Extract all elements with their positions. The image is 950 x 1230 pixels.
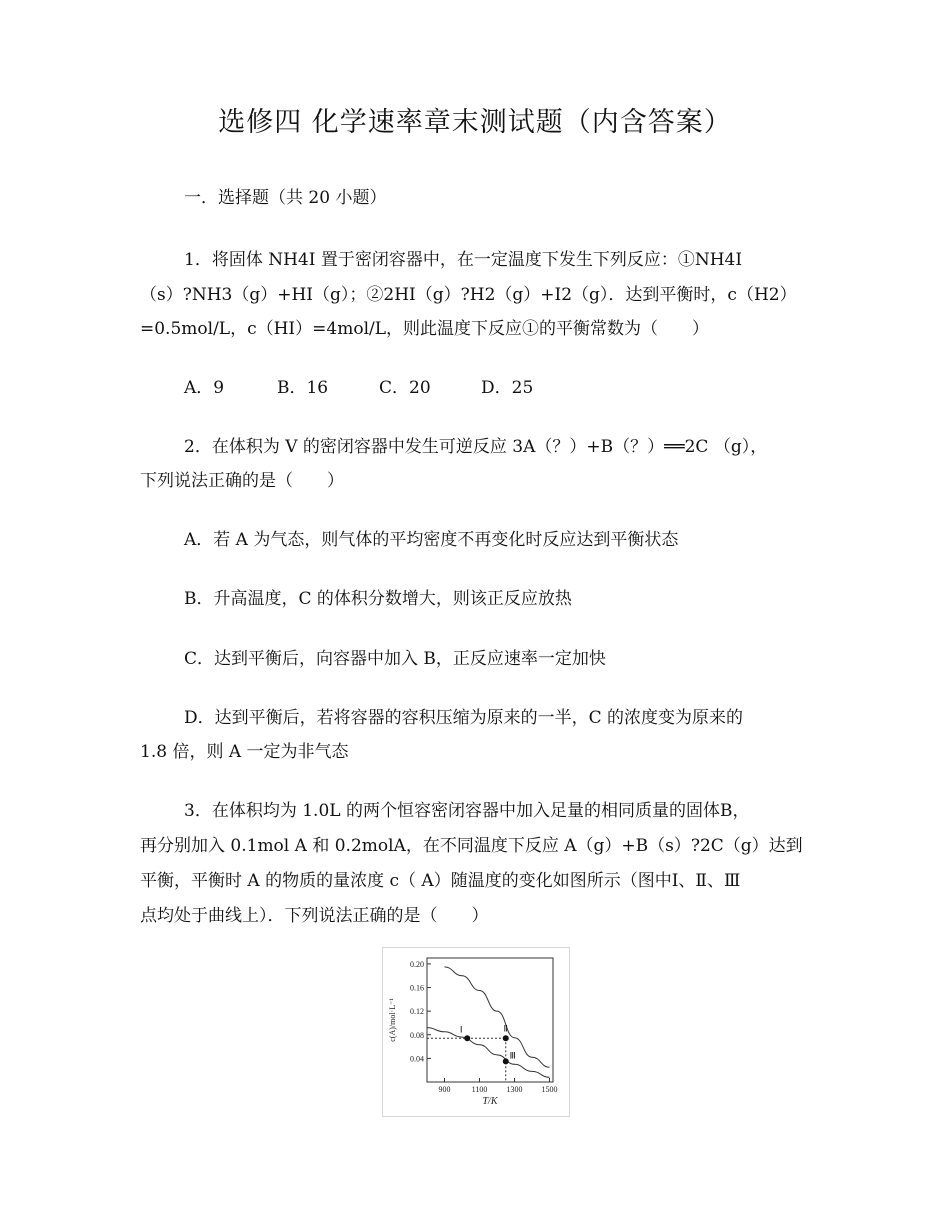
y-tick-label-1: 0.08 — [410, 1030, 424, 1040]
q1-option-a: A．9 — [184, 378, 225, 398]
document-title: 选修四 化学速率章末测试题（内含答案） — [218, 107, 732, 138]
q1-line-3: =0.5mol/L，c（HI）=4mol/L，则此温度下反应①的平衡常数为（ ） — [140, 319, 710, 339]
q2-option-d-line-2: 1.8 倍，则 A 一定为非气态 — [140, 742, 349, 762]
q2-option-a: A．若 A 为气态，则气体的平均密度不再变化时反应达到平衡状态 — [184, 530, 679, 550]
point-label-2: Ⅱ — [503, 1023, 508, 1034]
point-label-1: Ⅰ — [459, 1024, 463, 1035]
q1-option-c: C．20 — [379, 378, 431, 398]
q3-line-2: 再分别加入 0.1mol A 和 0.2molA，在不同温度下反应 A（g）+B（s）?2C（g）达到 — [140, 836, 803, 856]
q1-option-d: D．25 — [481, 378, 534, 398]
q2-option-b: B．升高温度，C 的体积分数增大，则该正反应放热 — [184, 589, 572, 609]
q1-option-b: B．16 — [277, 378, 329, 398]
q1-options — [184, 373, 533, 398]
q2-line-2: 下列说法正确的是（ ） — [140, 471, 344, 491]
x-axis-label: T/K — [482, 1096, 498, 1107]
q1-line-1: 1．将固体 NH4I 置于密闭容器中，在一定温度下发生下列反应：①NH4I — [184, 250, 743, 270]
y-tick-label-4: 0.20 — [410, 959, 424, 969]
q3-figure — [382, 947, 570, 1117]
series-line-2 — [427, 1028, 550, 1078]
x-tick-label-1: 1100 — [471, 1085, 488, 1094]
y-tick-label-3: 0.16 — [410, 983, 424, 993]
x-tick-label-2: 1300 — [506, 1085, 523, 1094]
q2-option-c: C．达到平衡后，向容器中加入 B，正反应速率一定加快 — [184, 649, 606, 669]
x-tick-label-0: 900 — [438, 1085, 451, 1094]
q1-line-2: （s）?NH3（g）+HI（g）；②2HI（g）?H2（g）+I2（g）．达到平衡时，c（H2） — [140, 285, 797, 305]
x-tick-label-3: 1500 — [541, 1085, 558, 1094]
point-2 — [503, 1035, 509, 1041]
section-heading: 一．选择题（共 20 小题） — [184, 188, 387, 208]
concentration-temperature-chart — [383, 948, 569, 1116]
series-line-1 — [445, 967, 550, 1067]
q2-option-d-line-1: D．达到平衡后，若将容器的容积压缩为原来的一半，C 的浓度变为原来的 — [184, 708, 744, 728]
q3-line-3: 平衡，平衡时 A 的物质的量浓度 c（ A）随温度的变化如图所示（图中Ⅰ、Ⅱ、Ⅲ — [140, 871, 741, 891]
y-axis-label: c(A)/mol·L⁻¹ — [388, 998, 397, 1042]
y-tick-label-2: 0.12 — [410, 1007, 424, 1017]
q3-line-1: 3．在体积均为 1.0L 的两个恒容密闭容器中加入足量的相同质量的固体B， — [184, 801, 750, 821]
y-tick-label-0: 0.04 — [410, 1054, 424, 1064]
q3-line-4: 点均处于曲线上）．下列说法正确的是（ ） — [140, 906, 489, 926]
plot-frame — [427, 958, 553, 1082]
point-1 — [464, 1035, 470, 1041]
q2-line-1: 2．在体积为 V 的密闭容器中发生可逆反应 3A（？）+B（？）══2C （g）， — [184, 437, 768, 457]
point-3 — [503, 1058, 509, 1064]
point-label-3: Ⅲ — [509, 1050, 516, 1061]
